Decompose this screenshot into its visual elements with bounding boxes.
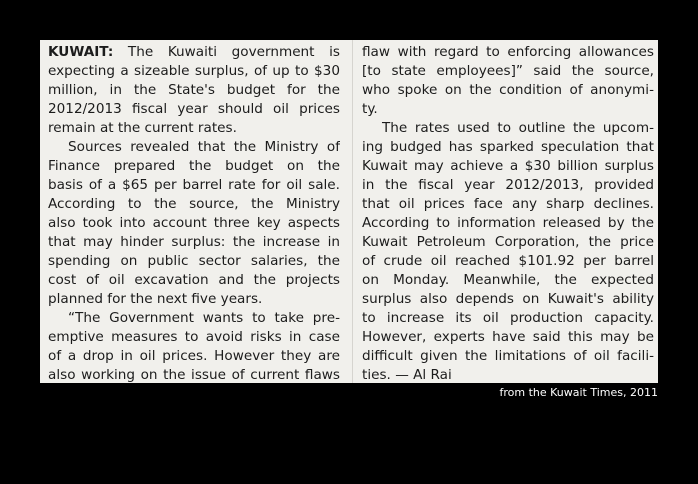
article-line [48,157,340,176]
article-line [362,347,654,366]
article-line [48,309,340,328]
article-line [362,271,654,290]
article-line [48,195,340,214]
newspaper-clipping [40,40,658,383]
article-line [48,252,340,271]
article-line-text: [to state employees]” said the source, [362,63,654,79]
article-line [48,214,340,233]
article-line-text: of a drop in oil prices. However they are [48,348,340,364]
article-line-text: who spoke on the condition of anonymi- [362,82,654,98]
article-line [48,233,340,252]
article-line-text: on Monday. Meanwhile, the expected [362,272,654,288]
article-line [362,138,654,157]
article-line [362,81,654,100]
article-line [48,138,340,157]
article-line [362,176,654,195]
article-left-column [48,43,340,383]
article-line [362,119,654,138]
article-line-text: 2012/2013 fiscal year should oil prices [48,101,340,117]
article-line [362,328,654,347]
article-line-text: According to information released by the [362,215,654,231]
article-line-text: According to the source, the Ministry [48,196,340,212]
article-line-text: Sources revealed that the Ministry of [68,139,340,155]
article-line-text: The rates used to outline the upcom- [382,120,654,136]
article-line-text: flaw with regard to enforcing allowances [362,44,654,60]
article-line [48,176,340,195]
article-line [362,100,654,119]
article-line [362,252,654,271]
article-line-text: However, experts have said this may be [362,329,654,345]
article-line [362,157,654,176]
article-line [362,366,654,383]
article-line-text: Finance prepared the budget on the [48,158,340,174]
article-line [48,328,340,347]
article-line-text: ing budged has sparked speculation that [362,139,654,155]
article-line [48,271,340,290]
article-line [362,290,654,309]
article-line-text: “The Government wants to take pre- [68,310,340,326]
article-line [362,233,654,252]
article-line-text: Kuwait Petroleum Corporation, the price [362,234,654,250]
article-line-text: of crude oil reached $101.92 per barrel [362,253,654,269]
article-line [48,366,340,383]
article-line [362,43,654,62]
article-line [362,62,654,81]
article-line-text: that may hinder surplus: the increase in [48,234,340,250]
article-line-text: remain at the current rates. [48,120,237,136]
article-line-text: that oil prices face any sharp declines. [362,196,654,212]
article-line-text: also took into account three key aspects [48,215,340,231]
article-line [48,290,340,309]
column-divider [352,40,353,383]
article-line-text: spending on public sector salaries, the [48,253,340,269]
article-line [48,100,340,119]
article-line [48,81,340,100]
article-line [48,119,340,138]
article-line-text: The Kuwaiti government is [113,44,340,60]
article-line [362,195,654,214]
article-line [48,43,340,62]
article-line [48,62,340,81]
article-line-text: difficult given the limitations of oil facili- [362,348,654,364]
article-line-text: surplus also depends on Kuwait's ability [362,291,654,307]
article-line-text: ties. — Al Rai [362,367,452,383]
article-line [362,309,654,328]
article-line-text: in the fiscal year 2012/2013, provided [362,177,654,193]
article-line-text: Kuwait may achieve a $30 billion surplus [362,158,654,174]
article-line-text: cost of oil excavation and the projects [48,272,340,288]
article-right-column [362,43,654,383]
article-line-text: basis of a $65 per barrel rate for oil sale. [48,177,340,193]
article-line-text: planned for the next five years. [48,291,263,307]
dateline: KUWAIT: [48,44,114,60]
article-line-text: also working on the issue of current flaws [48,367,340,383]
article-line-text: million, in the State's budget for the [48,82,340,98]
article-line-text: ty. [362,101,378,117]
article-line-text: emptive measures to avoid risks in case [48,329,340,345]
article-line-text: to increase its oil production capacity. [362,310,654,326]
source-caption: from the Kuwait Times, 2011 [499,386,658,399]
article-line [48,347,340,366]
article-line-text: expecting a sizeable surplus, of up to $30 [48,63,340,79]
article-line [362,214,654,233]
